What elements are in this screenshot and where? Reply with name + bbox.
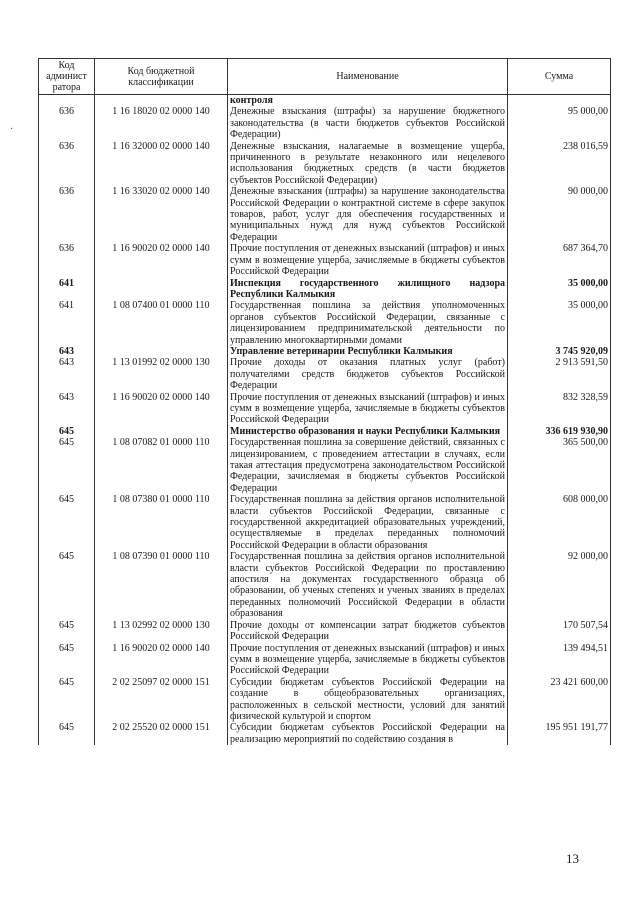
sum-cell: 687 364,70 [508,243,611,277]
header-name: Наименование [228,59,508,95]
budget-code-cell: 2 02 25520 02 0000 151 [95,722,228,745]
name-cell: Прочие поступления от денежных взысканий (штрафов) и иных сумм в возмещение ущерба, зачисляемые в бюджеты субъектов Российской Федерации [228,643,508,677]
table-row-section [39,95,611,107]
sum-cell: 608 000,00 [508,494,611,551]
budget-code-cell: 1 16 32000 02 0000 140 [95,141,228,187]
sum-cell: 23 421 600,00 [508,677,611,723]
page-number: 13 [566,851,579,866]
budget-code-cell [95,95,228,107]
name-cell: Прочие поступления от денежных взысканий (штрафов) и иных сумм в возмещение ущерба, зачисляемые в бюджеты субъектов Российской Федерации [228,392,508,426]
admin-code-cell: 645 [39,677,95,723]
admin-code-cell [39,95,95,107]
budget-code-cell: 1 16 18020 02 0000 140 [95,106,228,140]
admin-code-cell: 643 [39,346,95,357]
name-cell: Государственная пошлина за совершение действий, связанных с лицензированием, с проведением аттестации в случаях, если такая аттестация предусмотрена законодательством Российской Федерации, зачисляемая в бюджеты субъектов Российской Федерации [228,437,508,494]
table-row [39,186,611,243]
admin-code-cell: 636 [39,141,95,187]
budget-code-cell: 1 08 07082 01 0000 110 [95,437,228,494]
sum-cell: 365 500,00 [508,437,611,494]
admin-code-cell: 645 [39,426,95,437]
budget-revenue-table [38,58,611,745]
name-cell: Денежные взыскания (штрафы) за нарушение законодательства Российской Федерации о контрактной системе в сфере закупок товаров, работ, услуг для обеспечения государственных и муниципальных нужд для нужд субъектов Российской Федерации [228,186,508,243]
table-row [39,643,611,677]
budget-code-cell: 1 16 90020 02 0000 140 [95,643,228,677]
sum-cell [508,95,611,107]
table-row [39,620,611,643]
table-row [39,494,611,551]
table-header-row [39,59,611,95]
budget-code-cell: 1 08 07380 01 0000 110 [95,494,228,551]
table-row [39,141,611,187]
name-cell: Инспекция государственного жилищного надзора Республики Калмыкия [228,278,508,301]
name-cell: Министерство образования и науки Республики Калмыкия [228,426,508,437]
sum-cell: 170 507,54 [508,620,611,643]
sum-cell: 2 913 591,50 [508,357,611,391]
table-row [39,392,611,426]
name-cell: Государственная пошлина за действия уполномоченных органов субъектов Российской Федерации, связанные с лицензированием предпринимательской деятельности по управлению многоквартирными домами [228,300,508,346]
name-cell: Государственная пошлина за действия органов исполнительной власти субъектов Российской Федерации, связанные с государственной аккредитацией образовательных учреждений, осуществляемые в пределах переданных полномочий Российской Федерации в области образования [228,494,508,551]
header-admin-code: Код админист ратора [39,59,95,95]
table-row [39,357,611,391]
table-row [39,677,611,723]
sum-cell: 35 000,00 [508,300,611,346]
header-sum: Сумма [508,59,611,95]
sum-cell: 238 016,59 [508,141,611,187]
sum-cell: 90 000,00 [508,186,611,243]
table-row [39,106,611,140]
admin-code-cell: 641 [39,300,95,346]
margin-mark: · [10,124,14,135]
budget-code-cell [95,426,228,437]
admin-code-cell: 645 [39,551,95,619]
budget-code-cell: 1 08 07390 01 0000 110 [95,551,228,619]
header-budget-code: Код бюджетной классификации [95,59,228,95]
table-row-section [39,346,611,357]
budget-code-cell: 1 13 01992 02 0000 130 [95,357,228,391]
admin-code-cell: 643 [39,357,95,391]
admin-code-cell: 636 [39,186,95,243]
budget-code-cell: 2 02 25097 02 0000 151 [95,677,228,723]
table-row [39,722,611,745]
table-row [39,551,611,619]
budget-code-cell: 1 13 02992 02 0000 130 [95,620,228,643]
name-cell: контроля [228,95,508,107]
name-cell: Прочие доходы от компенсации затрат бюджетов субъектов Российской Федерации [228,620,508,643]
admin-code-cell: 636 [39,106,95,140]
budget-code-cell: 1 08 07400 01 0000 110 [95,300,228,346]
sum-cell: 195 951 191,77 [508,722,611,745]
name-cell: Прочие поступления от денежных взысканий (штрафов) и иных сумм в возмещение ущерба, зачисляемые в бюджеты субъектов Российской Федерации [228,243,508,277]
budget-code-cell: 1 16 90020 02 0000 140 [95,243,228,277]
sum-cell: 3 745 920,09 [508,346,611,357]
admin-code-cell: 645 [39,494,95,551]
admin-code-cell: 641 [39,278,95,301]
name-cell: Управление ветеринарии Республики Калмыкия [228,346,508,357]
budget-code-cell: 1 16 33020 02 0000 140 [95,186,228,243]
sum-cell: 832 328,59 [508,392,611,426]
sum-cell: 92 000,00 [508,551,611,619]
budget-code-cell [95,278,228,301]
name-cell: Денежные взыскания, налагаемые в возмещение ущерба, причиненного в результате незаконного или нецелевого использования бюджетных средств (в части бюджетов субъектов Российской Федерации) [228,141,508,187]
table-row-section [39,426,611,437]
admin-code-cell: 645 [39,437,95,494]
name-cell: Государственная пошлина за действия органов исполнительной власти субъектов Российской Федерации по проставлению апостиля на документах государственного образца об образовании, об ученых степенях и ученых званиях в пределах переданных полномочий Российской Федерации в области образования [228,551,508,619]
name-cell: Субсидии бюджетам субъектов Российской Федерации на создание в общеобразовательных организациях, расположенных в сельской местности, условий для занятий физической культурой и спортом [228,677,508,723]
table-row [39,243,611,277]
name-cell: Прочие доходы от оказания платных услуг (работ) получателями средств бюджетов субъектов Российской Федерации [228,357,508,391]
sum-cell: 139 494,51 [508,643,611,677]
admin-code-cell: 645 [39,722,95,745]
sum-cell: 95 000,00 [508,106,611,140]
sum-cell: 35 000,00 [508,278,611,301]
admin-code-cell: 645 [39,620,95,643]
table-row [39,437,611,494]
admin-code-cell: 645 [39,643,95,677]
table-row-section [39,278,611,301]
budget-code-cell [95,346,228,357]
admin-code-cell: 643 [39,392,95,426]
name-cell: Субсидии бюджетам субъектов Российской Федерации на реализацию мероприятий по содействию создания в [228,722,508,745]
table-row [39,300,611,346]
budget-code-cell: 1 16 90020 02 0000 140 [95,392,228,426]
sum-cell: 336 619 930,90 [508,426,611,437]
name-cell: Денежные взыскания (штрафы) за нарушение бюджетного законодательства (в части бюджетов субъектов Российской Федерации) [228,106,508,140]
admin-code-cell: 636 [39,243,95,277]
